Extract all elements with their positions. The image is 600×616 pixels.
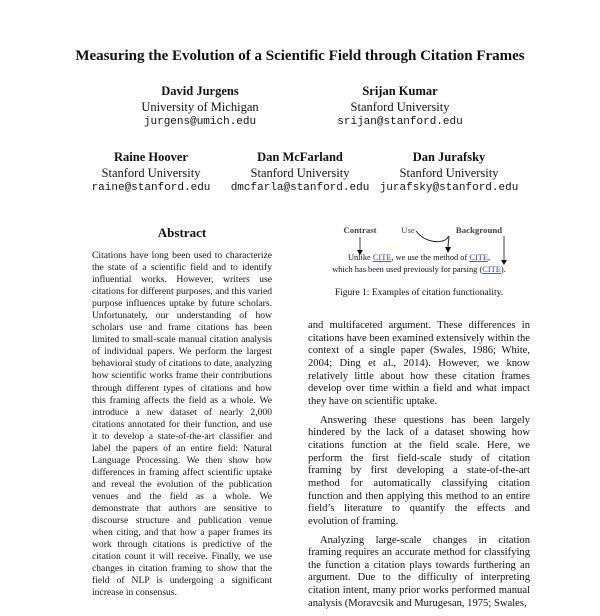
author-affiliation: Stanford University — [250, 165, 350, 180]
abstract-text: Citations have long been used to characterize the state of a scientific field and to identify influential works. However, writers use citations for different purposes, and this varied purpose influences uptake by future scholars. Unfortunately, our understanding of how scholars use and frame citations has been limited to small-scale manual citation analysis of individual papers. We perform the largest behavioral study of citations to date, analyzing how scientific works frame their contributions through different types of citations and how this framing affects the field as a whole. We introduce a new dataset of nearly 2,000 citations annotated for their function, and use it to develop a state-of-the-art classifier and label the papers of an entire field: Natural Language Processing. We then show how differences in framing affect scientific uptake and reveal the evolution of the publication venues and the field as a whole. We demonstrate that authors are sensitive to discourse structure and publication venue when citing, and that how a paper frames its work through citations is predictive of the citation count it will receive. Finally, we use changes in citation framing to show that the field of NLP is undergoing a significant increase in consensus. — [92, 250, 272, 599]
figure-example-line-1 — [348, 253, 490, 262]
abstract-heading: Abstract — [157, 225, 207, 240]
author-name: Dan McFarland — [257, 150, 343, 164]
cite-link[interactable]: CITE — [482, 265, 501, 274]
figure-citation-functions — [300, 222, 538, 282]
author-affiliation: Stanford University — [101, 165, 201, 180]
figure-label-background: Background — [455, 225, 503, 235]
author-block — [76, 150, 226, 197]
body-paragraph: Answering these questions has been largely hindered by the lack of a dataset showing how citations function at the field scale. Here, we perform the first field-scale study of citation framing by first developing a state-of-the-art method for automatically classifying citation function and then applying this method to an entire field’s literature to quantify the effects and evolution of framing. — [308, 414, 530, 527]
figure-text-fragment: which has been used previously for parsing ( — [332, 265, 483, 274]
author-name: Dan Jurafsky — [412, 150, 486, 164]
author-email: jurafsky@stanford.edu — [379, 182, 519, 194]
author-email: dmcfarla@stanford.edu — [230, 182, 370, 194]
figure-caption: Figure 1: Examples of citation functionality. — [334, 288, 504, 298]
body-paragraph: Analyzing large-scale changes in citation framing requires an accurate method for classifying the function a citation plays towards furthering an argument. Due to the difficulty of interpreting citation intent, many prior works performed manual analysis (Moravcsik and Murugesan, 1975; Swales, — [308, 534, 530, 609]
author-name: Srijan Kumar — [362, 84, 438, 98]
body-text-column — [308, 320, 530, 616]
author-email: raine@stanford.edu — [91, 182, 211, 194]
author-email: srijan@stanford.edu — [337, 116, 463, 128]
author-email: jurgens@umich.edu — [143, 116, 257, 128]
figure-text-fragment: , we use the method of — [391, 253, 470, 262]
author-block — [374, 150, 524, 197]
cite-link[interactable]: CITE — [372, 253, 392, 262]
figure-example-line-2 — [332, 265, 506, 274]
figure-text-fragment: , — [487, 253, 491, 262]
figure-label-use: Use — [401, 225, 415, 235]
figure-label-contrast: Contrast — [343, 225, 377, 235]
paper-title: Measuring the Evolution of a Scientific Field through Citation Frames — [75, 48, 525, 64]
arrow-use — [416, 231, 449, 248]
cite-link[interactable]: CITE — [469, 253, 488, 262]
author-affiliation: Stanford University — [399, 165, 499, 180]
author-affiliation: Stanford University — [350, 99, 450, 114]
author-block — [310, 84, 490, 131]
author-name: David Jurgens — [161, 84, 239, 98]
figure-text-fragment: ). — [500, 265, 506, 274]
figure-text-fragment: Unlike — [347, 253, 373, 262]
author-name: Raine Hoover — [114, 150, 188, 164]
author-block — [225, 150, 375, 197]
body-paragraph: and multifaceted argument. These differences in citations have been examined extensively within the context of a single paper (Swales, 1986; White, 2004; Ding et al., 2014). However, we know relatively little about how these citation frames develop over time within a field and what impact they have on scientific uptake. — [308, 320, 530, 407]
author-block — [110, 84, 290, 131]
author-affiliation: University of Michigan — [141, 99, 259, 114]
